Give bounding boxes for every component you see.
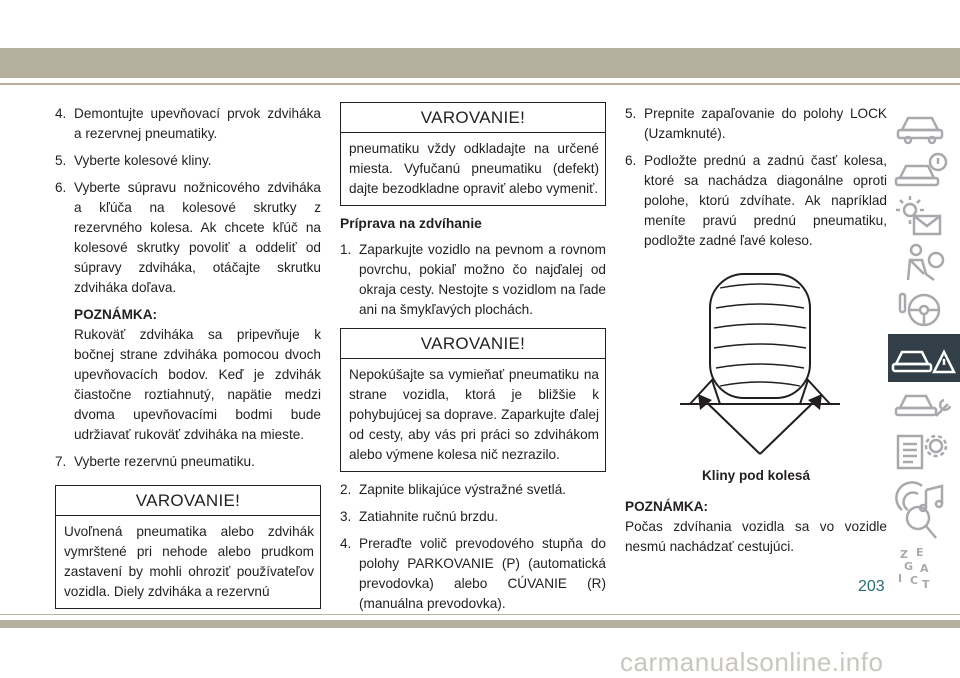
page-number: 203 bbox=[858, 578, 885, 595]
note-title: POZNÁMKA: bbox=[74, 307, 158, 322]
tab-vehicle-info[interactable] bbox=[888, 146, 960, 194]
tab-servicing-maintenance[interactable] bbox=[888, 380, 960, 428]
warning-title: VAROVANIE! bbox=[341, 329, 605, 359]
list-item: 5. Prepnite zapaľovanie do polohy LOCK (Uzamknuté). bbox=[625, 106, 887, 141]
list-item: 6. Podložte prednú a zadnú časť kolesa, ktoré sa nachádza diagonálne oproti polohe, ktorú zdvíhate. Ak napríklad meníte pravú prednú pneumatiku, podložte zadné ľavé koleso. bbox=[625, 153, 887, 248]
tab-warning-lights[interactable] bbox=[888, 192, 960, 240]
car-service-icon bbox=[888, 380, 960, 428]
note-text: Počas zdvíhania vozidla sa vo vozidle nesmú nachádzať cestujúci. bbox=[625, 519, 887, 554]
warning-text: pneumatiku vždy odkladajte na určené miesta. Vyfučanú pneumatiku (defekt) dajte bezodkladne opraviť alebo vymeniť. bbox=[349, 141, 599, 196]
tab-in-case-of-emergency[interactable] bbox=[888, 334, 960, 382]
warning-title: VAROVANIE! bbox=[341, 103, 605, 133]
tab-technical-specifications[interactable] bbox=[888, 428, 960, 476]
tab-index[interactable] bbox=[888, 498, 960, 546]
bottom-divider bbox=[0, 614, 960, 615]
svg-text:I: I bbox=[898, 572, 903, 585]
svg-text:A: A bbox=[920, 562, 929, 575]
tab-language[interactable] bbox=[888, 546, 960, 594]
svg-text:E: E bbox=[916, 546, 924, 559]
warning-title: VAROVANIE! bbox=[56, 486, 320, 516]
tab-safety[interactable] bbox=[888, 240, 960, 288]
list-item: 4. Demontujte upevňovací prvok zdviháka a rezervnej pneumatiky. bbox=[55, 106, 321, 141]
emergency-car-icon bbox=[888, 334, 960, 382]
svg-text:T: T bbox=[922, 578, 930, 591]
note bbox=[625, 497, 887, 557]
specifications-icon bbox=[888, 428, 960, 476]
list-item: 6. Vyberte súpravu nožnicového zdviháka a kľúča na kolesové skrutky z rezervného kolesa. Ak chcete kľúč na kolesové skrutky povoliť a oddeliť od súpravy zdviháka, otáčajte skrutku zdviháka doľava. bbox=[55, 180, 321, 295]
top-decorative-band bbox=[0, 48, 960, 78]
list-item: 1. Zaparkujte vozidlo na pevnom a rovnom povrchu, pokiaľ možno čo najďalej od okraja cesty. Nestojte s vozidlom na ľade ani na šmykľavých plochách. bbox=[340, 242, 606, 317]
svg-text:G: G bbox=[904, 560, 914, 573]
svg-text:C: C bbox=[910, 574, 919, 587]
tire bbox=[710, 274, 810, 398]
tab-starting-operating[interactable] bbox=[888, 286, 960, 334]
watermark: carmanualsonline.info bbox=[620, 647, 884, 677]
steering-wheel-icon bbox=[888, 286, 960, 334]
bottom-decorative-band bbox=[0, 620, 960, 628]
list-item: 3. Zatiahnite ručnú brzdu. bbox=[340, 509, 499, 524]
warning-lights-icon bbox=[888, 192, 960, 240]
warning-text: Uvoľnená pneumatika alebo zdvihák vymrštené pri nehode alebo prudkom zastavení by mohli ohroziť používateľov vozidla. Diely zdviháka a rezervnú bbox=[64, 524, 314, 599]
svg-text:Z: Z bbox=[900, 548, 908, 561]
section-heading: Príprava na zdvíhanie bbox=[340, 216, 482, 231]
search-index-icon bbox=[888, 498, 960, 546]
warning-box bbox=[55, 485, 321, 609]
warning-box bbox=[340, 328, 606, 472]
language-icon bbox=[888, 546, 960, 594]
warning-box bbox=[340, 102, 606, 206]
top-divider bbox=[0, 83, 960, 85]
airbag-seatbelt-icon bbox=[888, 240, 960, 288]
car-dashboard-icon bbox=[888, 100, 960, 148]
list-item: 7. Vyberte rezervnú pneumatiku. bbox=[55, 454, 255, 469]
list-item: 5. Vyberte kolesové kliny. bbox=[55, 153, 212, 168]
wheel-chocks-illustration bbox=[660, 268, 860, 464]
column-2 bbox=[340, 100, 606, 621]
figure-caption: Kliny pod kolesá bbox=[701, 468, 811, 483]
note bbox=[55, 305, 321, 445]
list-item: 2. Zapnite blikajúce výstražné svetlá. bbox=[340, 482, 567, 497]
note-title: POZNÁMKA: bbox=[625, 499, 709, 514]
tab-getting-to-know-vehicle[interactable] bbox=[888, 100, 960, 148]
column-1 bbox=[55, 104, 321, 617]
list-item: 4. Preraďte volič prevodového stupňa do polohy PARKOVANIE (P) (automatická prevodovka) alebo CÚVANIE (R) (manuálna prevodovka). bbox=[340, 536, 606, 611]
car-info-icon bbox=[888, 146, 960, 194]
warning-text: Nepokúšajte sa vymieňať pneumatiku na strane vozidla, ktorá je bližšie k pohybujúcej sa doprave. Zaparkujte ďalej od cesty, aby vás pri práci so zdvihákom alebo výmene kolesa nič nezrazilo. bbox=[349, 367, 599, 462]
note-text: Rukoväť zdviháka sa pripevňuje k bočnej strane zdviháka pomocou dvoch upevňovacích bodov. Keď je zdvihák čiastočne roztiahnutý, napätie medzi dvoma upevňovacími bodmi bude udržiavať rukoväť zdviháka na mieste. bbox=[74, 327, 321, 442]
column-3 bbox=[625, 104, 887, 258]
